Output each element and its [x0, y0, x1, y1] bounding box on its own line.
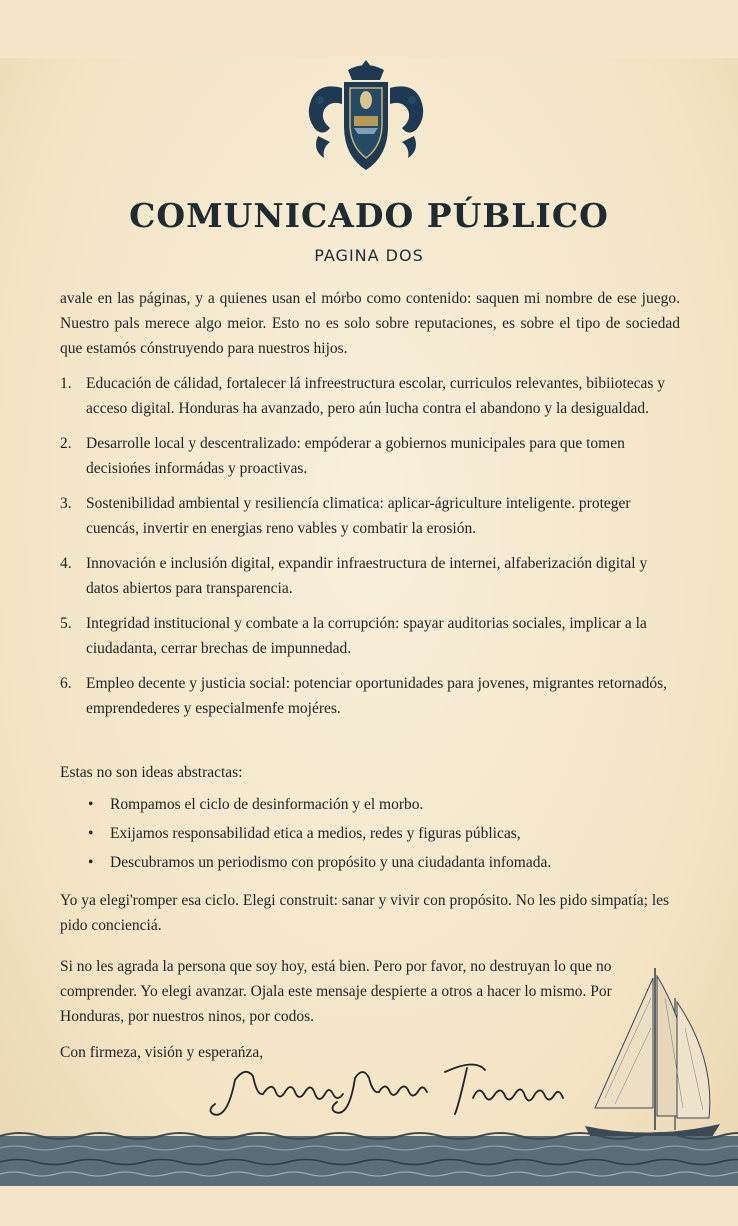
- item-text: Desarrolle local y descentralizado: empóderar a gobiernos municipales para que tomen decisiońes informádas y proactivas.: [86, 435, 625, 477]
- coat-of-arms-icon: [304, 58, 428, 180]
- intro-paragraph: avale en las páginas, y a quienes usan el mórbo como contenido: saquen mi nombre de ese juego. Nuestro pals merece algo meior. Esto no es solo sobre reputaciones, es sobre el tipo de sociedad que estamós cónstruyendo para nuestros hijos.: [60, 290, 680, 357]
- paragraph-choice: Yo ya elegi'romper esa ciclo. Elegi construit: sanar y vivir con propósito. No les pido simpatía; les pido concienciá.: [60, 892, 670, 934]
- paragraph-request: Si no les agrada la persona que soy hoy, está bien. Pero por favor, no destruyan lo que no comprender. Yo elegi avanzar. Ojala este mensaje despierte a otros a hacer lo mismo. Por Honduras, por nuestros ninos, por codos.: [60, 958, 612, 1025]
- sea-waves: [0, 1126, 738, 1186]
- bullet-item: [86, 792, 686, 817]
- item-number: 4.: [60, 555, 72, 572]
- item-number: 6.: [60, 675, 72, 692]
- list-item: [60, 371, 680, 421]
- bullet-icon: •: [88, 796, 94, 813]
- list-item: [60, 551, 680, 601]
- document-page: [0, 58, 738, 1186]
- bullet-icon: •: [88, 825, 94, 842]
- bottom-margin: [0, 1186, 738, 1226]
- bullet-text: Exijamos responsabilidad etica a medios, redes y figuras públicas,: [110, 825, 521, 842]
- list-item: [60, 671, 680, 721]
- item-text: Integridad institucional y combate a la corrupción: spayar auditorias sociales, implicar a la ciudadanta, cerrar brechas de impunnedad.: [86, 615, 647, 657]
- list-item: [60, 491, 680, 541]
- bullet-icon: •: [88, 854, 94, 871]
- numbered-list: [60, 371, 680, 731]
- list-item: [60, 611, 680, 661]
- top-margin: [0, 0, 738, 58]
- item-number: 2.: [60, 435, 72, 452]
- bullet-list: [86, 792, 686, 879]
- bullet-text: Rompamos el ciclo de desinformación y el morbo.: [110, 796, 424, 813]
- item-number: 5.: [60, 615, 72, 632]
- page-title: COMUNICADO PÚBLICO: [129, 196, 609, 235]
- item-text: Empleo decente y justicia social: potenciar oportunidades para jovenes, migrantes retornadós, emprendederes y especialmenfe mojéres.: [86, 675, 668, 717]
- lead-text: Estas no son ideas abstractas:: [60, 764, 243, 781]
- item-text: Educación de cálidad, fortalecer lá infreestructura escolar, curriculos relevantes, bibiiotecas y acceso digital. Honduras ha avanzado, pero aún lucha contra el abandono y la desigualdad.: [86, 375, 666, 417]
- item-text: Innovación e inclusión digital, expandir infraestructura de internei, alfaberización digital y datos abiertos para transparencia.: [86, 555, 648, 597]
- item-number: 1.: [60, 375, 72, 392]
- bullet-item: [86, 821, 686, 846]
- item-number: 3.: [60, 495, 72, 512]
- closing-line: Con firmeza, visión y esperańza,: [60, 1044, 264, 1061]
- list-item: [60, 431, 680, 481]
- bullet-text: Descubramos un periodismo con propósito y una ciudadanta infomada.: [110, 854, 552, 871]
- page-subtitle: PAGINA DOS: [314, 246, 424, 265]
- bullet-item: [86, 850, 686, 875]
- item-text: Sostenibilidad ambiental y resiliencía climatica: aplicar-ágriculture inteligente. proteger cuencás, invertir en energias reno vables y combatir la erosión.: [86, 495, 631, 537]
